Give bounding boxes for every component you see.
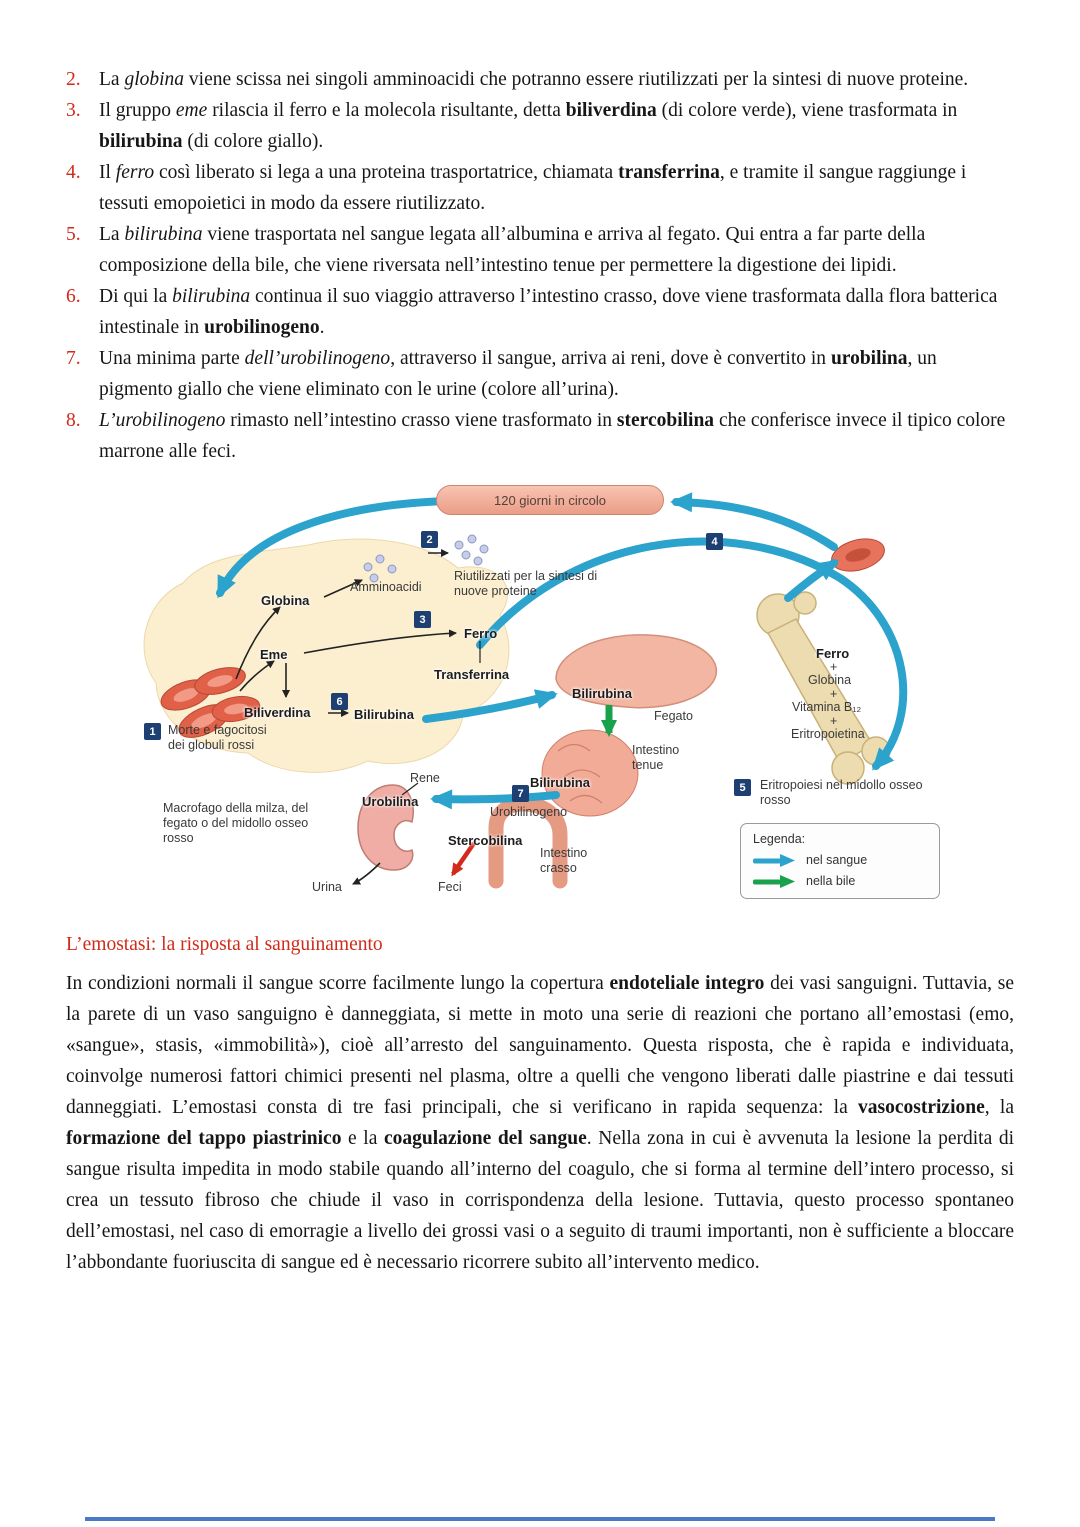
- legend-blood-label: nel sangue: [806, 853, 868, 867]
- list-item-text: La globina viene scissa nei singoli amminoacidi che potranno essere riutilizzati per la sintesi di nuove proteine.: [99, 69, 969, 90]
- label-biliverdina: Biliverdina: [244, 705, 311, 720]
- label-fegato: Fegato: [654, 709, 693, 723]
- label-bilirubina-intestine: Bilirubina: [530, 775, 590, 790]
- badge-5: 5: [734, 779, 751, 796]
- label-ferro: Ferro: [464, 626, 498, 641]
- label-feci: Feci: [438, 880, 462, 894]
- section-heading: L’emostasi: la risposta al sanguinamento: [66, 934, 383, 955]
- footer-divider-line: [85, 1517, 995, 1521]
- label-stercobilina: Stercobilina: [448, 833, 523, 848]
- label-eme: Eme: [260, 647, 288, 662]
- label-amminoacidi: Amminoacidi: [350, 580, 422, 594]
- list-item-8: [66, 405, 1014, 467]
- label-plus-1: +: [830, 660, 838, 674]
- label-eritropoiesi: Eritropoiesi nel midollo osseo rosso: [760, 778, 923, 807]
- label-globina-bone: Globina: [808, 673, 852, 687]
- legend-title: Legenda:: [753, 832, 806, 846]
- label-urobilinogeno: Urobilinogeno: [490, 805, 568, 819]
- small-intestine-icon: [542, 730, 638, 816]
- new-red-blood-cell: [828, 534, 888, 577]
- legend-box: [740, 823, 940, 899]
- label-intestino-crasso: Intestino crasso: [540, 846, 588, 875]
- label-transferrina: Transferrina: [434, 667, 510, 682]
- label-vitamina-b12: Vitamina B₁₂: [792, 700, 862, 714]
- label-urina: Urina: [312, 880, 342, 894]
- label-eritropoietina: Eritropoietina: [791, 727, 865, 741]
- blood-arrow-urobilinogen-to-kidney: [436, 795, 556, 799]
- label-bilirubina-liver: Bilirubina: [572, 686, 632, 701]
- label-plus-2: +: [830, 687, 838, 701]
- bone-icon: [757, 592, 890, 784]
- label-rene: Rene: [410, 771, 440, 785]
- label-morte: Morte e fagocitosi dei globuli rossi: [168, 723, 267, 752]
- list-item-number: 8.: [66, 410, 81, 431]
- numbered-list: [66, 64, 1014, 467]
- list-item-text: Una minima parte dell’urobilinogeno, attraverso il sangue, arriva ai reni, dove è convertito in urobilina, un pigmento giallo che viene eliminato con le urine (colore all’urina).: [99, 348, 937, 400]
- list-item-text: Il gruppo eme rilascia il ferro e la molecola risultante, detta biliverdina (di colore verde), viene trasformata in bilirubina (di colore giallo).: [99, 100, 958, 152]
- legend-bile-label: nella bile: [806, 874, 856, 888]
- list-item-3: [66, 95, 1014, 157]
- badge-1: 1: [144, 723, 161, 740]
- arrow-kidney-to-urine: [353, 863, 380, 884]
- list-item-4: [66, 157, 1014, 219]
- badge-4: 4: [706, 533, 723, 550]
- list-item-7: [66, 343, 1014, 405]
- badge-2: 2: [421, 531, 438, 548]
- list-item-6: [66, 281, 1014, 343]
- badge-6: 6: [331, 693, 348, 710]
- list-item-text: L’urobilinogeno rimasto nell’intestino crasso viene trasformato in stercobilina che conferisce invece il tipico colore marrone alle feci.: [99, 410, 1006, 462]
- label-urobilina: Urobilina: [362, 794, 419, 809]
- label-plus-3: +: [830, 714, 838, 728]
- list-item-text: Il ferro così liberato si lega a una proteina trasportatrice, chiamata transferrina, e tramite il sangue raggiunge i tessuti emopoietici in modo da essere riutilizzato.: [99, 162, 967, 214]
- list-item-number: 6.: [66, 286, 81, 307]
- label-riutilizzati: Riutilizzati per la sintesi di nuove proteine: [454, 569, 598, 598]
- list-item-text: Di qui la bilirubina continua il suo viaggio attraverso l’intestino crasso, dove viene trasformata dalla flora batterica intestinale in urobilinogeno.: [99, 286, 998, 338]
- label-bilirubina-1: Bilirubina: [354, 707, 414, 722]
- badge-3: 3: [414, 611, 431, 628]
- blood-cycle-diagram: [128, 483, 950, 915]
- blood-arrow-icon: [753, 854, 797, 867]
- list-item-5: [66, 219, 1014, 281]
- label-globina: Globina: [261, 593, 310, 608]
- bile-arrow-icon: [753, 875, 797, 888]
- legend-row-blood: [753, 853, 927, 867]
- list-item-number: 4.: [66, 162, 81, 183]
- label-macrofago: Macrofago della milza, del fegato o del midollo osseo rosso: [163, 801, 309, 845]
- legend-row-bile: [753, 874, 927, 888]
- list-item-number: 2.: [66, 69, 81, 90]
- body-paragraph: In condizioni normali il sangue scorre facilmente lungo la copertura endoteliale integro dei vasi sanguigni. Tuttavia, se la parete di un vaso sanguigno è danneggiata, si mette in moto una serie di reazioni che portano all’emostasi (emo, «sangue», stasis, «immobilità»), cioè all’arresto del sanguinamento. Questa risposta, che è rapida e individuata, coinvolge numerosi fattori chimici presenti nel plasma, oltre a quelli che vengono liberati dalle piastrine e dai tessuti danneggiati. L’emostasi consta di tre fasi principali, che si verificano in rapida sequenza: la vasocostrizione, la formazione del tappo piastrinico e la coagulazione del sangue. Nella zona in cui è avvenuta la lesione la perdita di sangue risulta impedita in modo stabile quando all’interno del coagulo, che si forma al termine dell’intero processo, si crea un tessuto fibroso che chiude il vaso in corrispondenza della lesione. Tuttavia, questo processo spontaneo dell’emostasi, nel caso di emorragie a livello dei grossi vasi o a seguito di traumi importanti, non è sufficiente a bloccare l’abbondante fuoriuscita di sangue ed è necessario ricorrere subito all’intervento medico.: [66, 973, 1014, 1273]
- list-item-2: [66, 64, 1014, 95]
- label-intestino-tenue: Intestino tenue: [632, 743, 680, 772]
- list-item-number: 7.: [66, 348, 81, 369]
- list-item-number: 3.: [66, 100, 81, 121]
- label-ferro-bone: Ferro: [816, 646, 850, 661]
- capsule-120-days: 120 giorni in circolo: [436, 485, 664, 515]
- badge-7: 7: [512, 785, 529, 802]
- list-item-text: La bilirubina viene trasportata nel sangue legata all’albumina e arriva al fegato. Qui entra a far parte della composizione della bile, che viene riversata nell’intestino tenue per permettere la digestione dei lipidi.: [99, 224, 926, 276]
- list-item-number: 5.: [66, 224, 81, 245]
